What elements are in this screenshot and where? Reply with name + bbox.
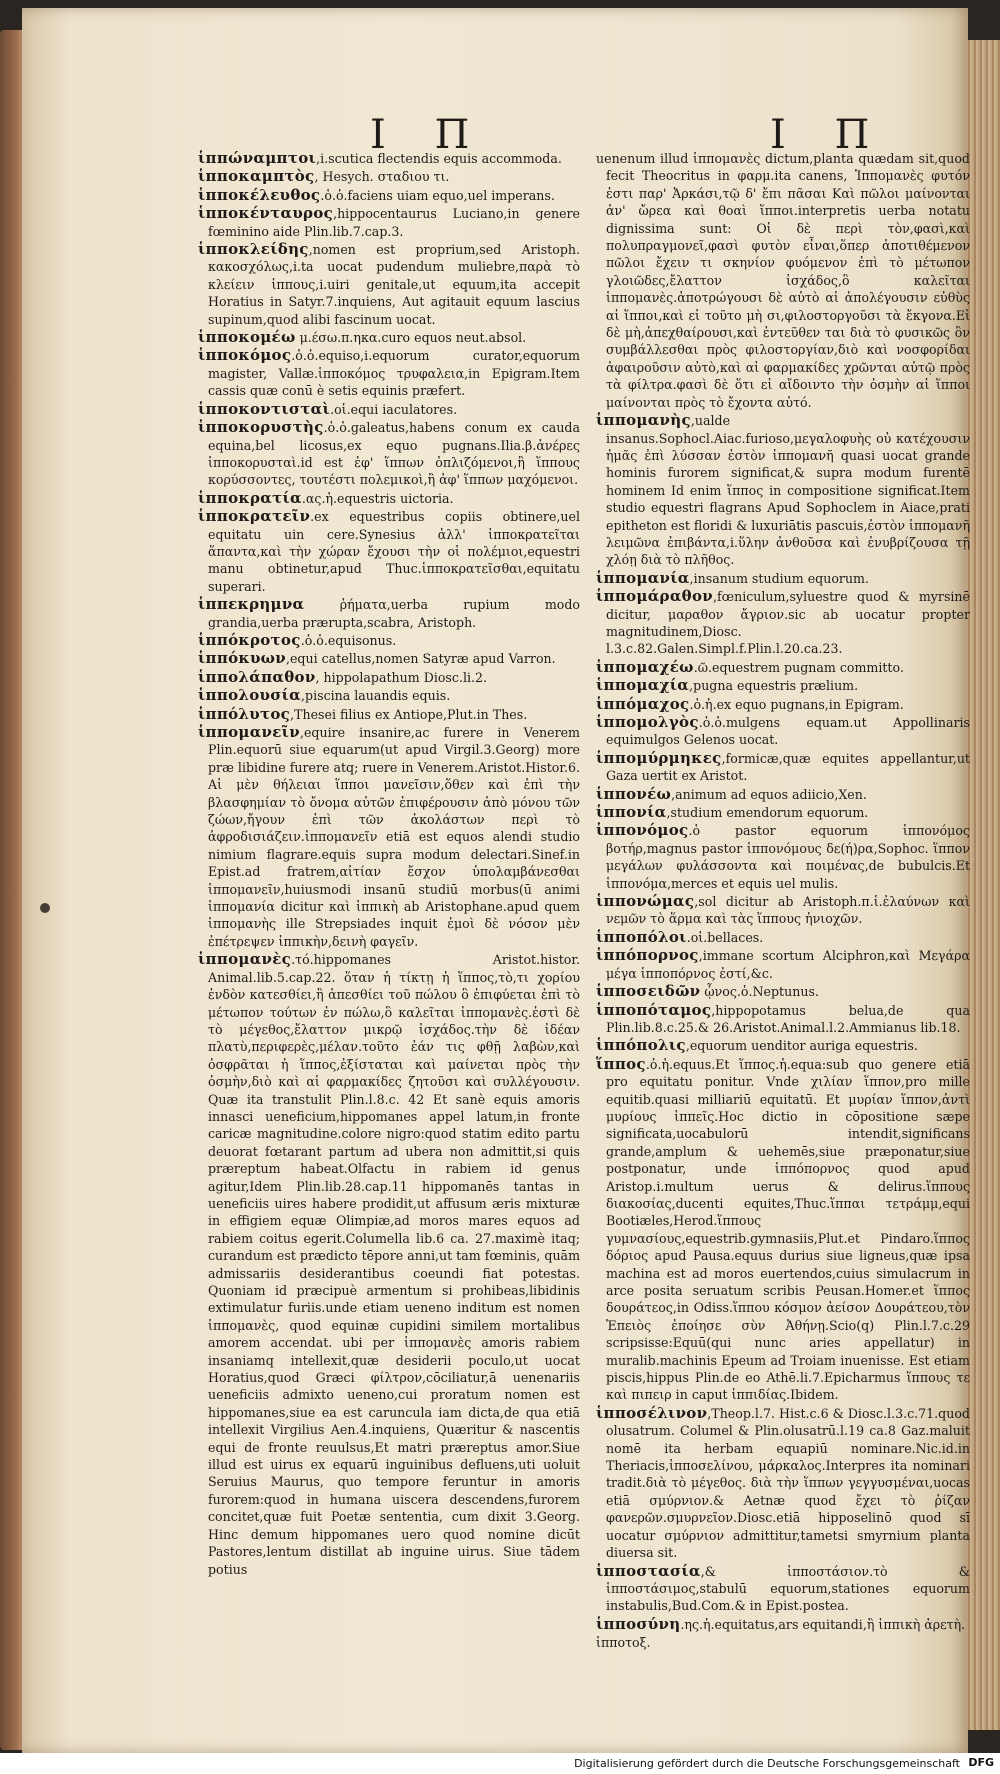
dictionary-entry bbox=[198, 150, 580, 167]
entry-definition: ,i.scutica flectendis equis accommoda. bbox=[316, 151, 562, 166]
entry-headword: ἱππόκυων bbox=[198, 649, 286, 668]
entry-definition: ῥήματα,uerba rupium modo grandia,uerba prærupta,scabra, Aristoph. bbox=[208, 597, 580, 630]
entry-definition: ,ualde insanus.Sophocl.Aiac.furioso,μεγαλοφυὴς οὐ κατέχουσιν ἡμᾶς ἐπὶ λύσσαν ἐστὸν ἱππομανῆ quasi uocat grande hominis furorem significat,& supra modum furentē hominem Id enim ἵππος in compositione significat.Item studio equestri flagrans Apud Sophoclem in Aiace,prati epitheton est floridi & luxuriātis pascuis,ἐστὸν ἱππομανῆ λειμῶνα ἐπιβάντα,i.ὕλην ἀνθοῦσα καὶ ἐνυβρίζουσα τῇ χλόῃ διὰ τὸ πλῆθος. bbox=[606, 413, 970, 568]
entry-definition: , hippolapathum Diosc.li.2. bbox=[315, 669, 488, 685]
entry-headword: ἱπποκομέω bbox=[198, 328, 296, 347]
dictionary-entry bbox=[596, 929, 970, 946]
entry-definition: ,Thesei filius ex Antiope,Plut.in Thes. bbox=[290, 706, 528, 722]
footer-credit: Digitalisierung gefördert durch die Deutsche Forschungsgemeinschaft bbox=[574, 1757, 960, 1770]
entry-headword: ἱππόκροτος bbox=[198, 630, 301, 649]
entry-headword: ἱππομαχέω bbox=[596, 657, 694, 676]
entry-headword: ἱππονόμος bbox=[596, 821, 689, 840]
entry-headword: ἱππολουσία bbox=[198, 686, 302, 705]
page-header-right: I Π bbox=[770, 112, 888, 158]
entry-definition: ,hippocentaurus Luciano,in genere fœminino aide Plin.lib.7.cap.3. bbox=[208, 206, 580, 239]
entry-headword: ἱπποκρατεῖν bbox=[198, 507, 311, 526]
entry-definition: ἱπποτοξ. bbox=[596, 1635, 651, 1651]
right-text-column bbox=[596, 150, 970, 1653]
entry-headword: ἱπποκόμος bbox=[198, 346, 292, 365]
entry-definition: μ.έσω.π.ηκα.curo equos neut.absol. bbox=[295, 330, 527, 346]
entry-headword: ἱππομανὲς bbox=[198, 950, 292, 969]
dictionary-entry bbox=[198, 329, 580, 346]
entry-headword: ἱππονέω bbox=[596, 784, 672, 803]
entry-definition: .ὁ.ὁ.equiso,i.equorum curator,equorum magister, Vallæ.ἱπποκόμος τρυφαλεια,in Epigram.Item cassis quæ conū è setis equinis præfert. bbox=[208, 348, 580, 399]
dictionary-entry bbox=[198, 596, 580, 631]
entry-definition: ,studium emendorum equorum. bbox=[666, 805, 869, 821]
entry-definition: ,equi catellus,nomen Satyræ apud Varron. bbox=[285, 651, 556, 667]
dictionary-entry bbox=[596, 677, 970, 694]
dictionary-entry bbox=[596, 659, 970, 676]
entry-definition: ,& ἱπποστάσιον.τὸ & ἱπποστάσιμος,stabulū equorum,stationes equorum instabulis,Bud.Com.& in Epist.postea. bbox=[606, 1563, 970, 1614]
entry-definition: .ex equestribus copiis obtinere,uel equitatu uin cere.Synesius ἀλλ' ἱπποκρατεῖται ἅπαντα,καὶ τὴν χώραν ἔχουσι τὴν οἱ πολέμιοι,equestri manu obtinetur,apud Thuc.ἱπποκρατεῖσθαι,equitatu superari. bbox=[208, 509, 580, 594]
dictionary-entry bbox=[596, 983, 970, 1000]
entry-definition: ,equire insanire,ac furere in Venerem Plin.equorū siue equarum(ut apud Virgil.3.Georg) more præ libidine furere atq; ruere in Venerem.Aristot.Histor.6. Αἱ μὲν θήλειαι ἵπποι μανεῖσιν,ὅθεν καὶ ἐπὶ τὴν βλασφημίαν τὸ ὄνομα αὐτῶν ἐπιφέρουσιν ἀπὸ μόνου τῶν ζώων,ἤγουν ἐπὶ τῶν ἀκολάστων περὶ τὸ ἀφροδισιάζειν.ἱππομανεῖν etiā est equos alendi studio nimium flagrare.equis supra modum delectari.Sinef.in Epist.ad fratrem,αἰτίαν ἔσχον ὑπολαμβάνεσθαι ἱππομανεῖν,huiusmodi insanū studiū morbus(ū animi ἱππομανία dicitur καὶ ἱππικὴ ab Aristophane.apud quem ἱππομανὴς ille Strepsiades inquit ἐμοὶ δὲ νόσον μὲν ἐπέτρεψεν ἱππικὴν,δεινὴ φαγεῖν. bbox=[208, 725, 580, 949]
entry-definition: uenenum illud ἱππομανὲς dictum,planta quædam sit,quod fecit Theocritus in φαρμ.ita canens, Ἱππομανὲς φυτόν ἐστι παρ' Ἀρκάσι,τῷ δ' ἔπι πᾶσαι Καὶ πῶλοι μαίνονται ἀν' ὤρεα καὶ θοαὶ ἵπποι.interpretis uerba notatu dignissima sunt: Οἱ δὲ περὶ τὸν,φασὶ,καὶ πολυπραγμονεῖ,φασὶ φυτὸν εἶναι,ὅπερ ἀποτιθέμενον πῶλοι ἔχειν τι σκηνίον φυόμενον ἐπὶ τὸ μέτωπον γλοιῶδες,ἔλαττον ἰσχάδος,ὃ καλεῖται ἱππομανὲς.ἀποτρώγουσι δὲ αὐτὸ αἱ ἀπολέγουσιν εὐθὺς αἱ ἵπποι,καὶ εἰ τοῦτο μὴ σι,φιλοστοργοῦσι τὰ ἔκγονα.Εἰ δὲ μὴ,ἀπεχθαίρουσι,καὶ ἐντεῦθεν ται διὰ τὸ φυσικῶς ὂν συμβάλλεσθαι πρὸς φιλοστοργίαν,διὸ καὶ νοσφορίδαι ἀφαιροῦσιν αὐτὸ,καὶ αἱ φαρμακίδες χρῶνται αὐτῷ πρὸς τὰ φίλτρα.φασὶ δὲ ὅτι εἰ αἴδοιντο τὴν ὀσμὴν αἱ ἵπποι μαίνονται πρὸς τὸ ἔχοντα αὐτό. bbox=[596, 151, 970, 410]
dictionary-entry bbox=[596, 1634, 970, 1651]
dictionary-entry bbox=[596, 786, 970, 803]
dictionary-entry bbox=[596, 150, 970, 411]
entry-headword: ἱπποκέλευθος bbox=[198, 185, 321, 204]
entry-headword: ἱππονώμας bbox=[596, 892, 695, 911]
entry-headword: ἱππολάπαθον bbox=[198, 667, 316, 686]
entry-definition: .ὁ.ἡ.equus.Et ἵππος.ἡ.equa:sub quo genere etiā pro equitatu ponitur. Vnde χιλίαν ἵππον,pro mille equitib.quasi milliariū equitatū. Et μυρίαν ἵππον,ἀντὶ μυρίους ἱππεῖς.Hoc dictio in cōpositione sæpe significata,uocabulorū intendit,significans grande,amplum & uehemēs,siue præponatur,siue postponatur, unde ἱππόπορνος quod apud Aristop.i.multum uerus & delirus.ἵππους διακοσίας,ducenti equites,Thuc.ἵππαι τετράμμ,equi Bootiæles,Herod.ἵππους γυμνασίους,equestrib.gymnasiis,Plut.et Pindaro.ἵππος δόριος apud Pausa.equus durius siue ligneus,quæ ipsa machina est ad moros euertendos,cuius simulacrum in arce posita seruatum scribis Peusan.Homer.et ἵππος δουράτεος,in Odiss.ἵππου κόσμον ἀείσον Δουράτεου,τὸν Ἐπειὸς ἐποίησε σὺν Ἀθήνῃ.Scio(q) Plin.l.7.c.29 scripsisse:Equū(qui nunc aries appellatur) in muralib.machinis Epeum ad Troiam inuenisse. Est etiam piscis,hippus Plin.de eo Athē.li.7.Epicharmus ἵππους τε καὶ πιπειρ in caput ἱππιδίας.Ibidem. bbox=[606, 1056, 970, 1403]
entry-definition: ,piscina lauandis equis. bbox=[301, 688, 451, 704]
digitization-footer bbox=[0, 1753, 1000, 1774]
entry-definition: , Hesych. σταδιου τι. bbox=[314, 169, 450, 185]
dictionary-entry bbox=[596, 412, 970, 569]
entry-definition: .ὁ.ἡ.ex equo pugnans,in Epigram. bbox=[689, 696, 904, 712]
entry-headword: ἱπποκαμπτὸς bbox=[198, 167, 315, 186]
dictionary-entry bbox=[596, 714, 970, 749]
dictionary-entry bbox=[198, 241, 580, 328]
entry-definition: ,Theop.l.7. Hist.c.6 & Diosc.l.3.c.71.quod olusatrum. Columel & Plin.olusatrū.l.19 ca.8 Gaz.maluit nomē ita herbam equapiū nominare.Nic.id.in Theriacis,ἱπποσελίνου, μάρκαλος.Interpres ita nominari tradit.διὰ τὸ μέγεθος. διὰ τὴν ἵππων γεγγυσμέναι,uocas etiā σμύρνιον.& Aetnæ quod ἔχει τὸ ῥίζαν φανερῶν.σμυρνεῖον.Diosc.etiā hipposelinō quod sī uocatur σμύρνιον admittitur,tametsi smyrnium planta diuersa sit. bbox=[606, 1405, 970, 1561]
entry-definition: .τό.hippomanes Aristot.histor. Animal.lib.5.cap.22. ὅταν ἡ τίκτῃ ἡ ἵππος,τὸ,τι χορίου ἐνδὸν κατεσθίει,ἢ ἀπεσθίει τοῦ πώλου ὃ ἐπιφύεται ἐπὶ τὸ μέτωπον τούτων ἐν πώλω,ὃ καλεῖται ἱππομανὲς.ἐστὶ δὲ τὸ μέγεθος,ἔλαττον μικρῷ ἰσχάδος.τὴν δὲ ἰδέαν πλατὺ,περιφερὲς,μέλαν.τοῦτο ἐάν τις φθῇ λαβὼν,καὶ ὀσφρᾶται ἡ ἵππος,ἐξίσταται καὶ μαίνεται πρὸς τὴν ὀσμὴν,διὸ καὶ αἱ φαρμακίδες ζητοῦσι καὶ συλλέγουσιν. Quæ ita transtulit Plin.l.8.c. 42 Et sanè equis amoris innasci ueneficium,hippomanes appel latum,in fronte caricæ magnitudine.colore nigro:quod statim edito partu deuorat fœtarant partum ad ubera non admittit,si quis præreptum habeat.Olfactu in rabiem id genus agitur,Idem Plin.lib.28.cap.11 hippomanēs tantas in ueneficiis uires habere prodidit,ut affusum æris mixturæ in effigiem equæ Olimpiæ,ad moros mares equos ad rabiem coitus egerit.Columella lib.6 ca. 27.maximè itaq; curandum est prædicto tēpore anni,ut tam fœminis, quām admissariis desiderantibus coeundi fiat potestas. Quoniam id præcipuè armentum si prohibeas,libidinis extimulatur furiis.unde etiam ueneno inditum est nomen ἱππομανὲς, quod equinæ cupidini similem mortalibus amorem accendat. ubi per ἱππομανὲς amoris rabiem insaniamq intellexit,quæ desiderii poculo,ut uocat Horatius,quod Græci φίλτρον,cōciliatur,ā uenenariis ueneficiis admixto ueneno,cui proratum nomen est hippomanes,siue ea est caruncula iam dicta,de qua etiā intellexit Virgilius Aen.4.inquiens, Quæritur & nascentis equi de fronte reuulsus,Et matri præreptus amor.Siue illud est uirus ex equarū inguinibus defluens,uti uoluit Seruius Maurus, quo tempore feruntur in amoris furorem:quod in humana uiscera descendens,furorem concitet,quæ fuit Poetæ sententia, cum dixit 3.Georg. Hinc demum hippomanes uero quod nomine dicūt Pastores,lentum distillat ab inguine uirus. Siue tādem potius bbox=[208, 952, 581, 1577]
dictionary-entry bbox=[596, 947, 970, 982]
dictionary-entry bbox=[198, 706, 580, 723]
entry-headword: ἱππονία bbox=[596, 803, 667, 822]
dictionary-entry bbox=[596, 1405, 970, 1562]
dictionary-entry bbox=[198, 419, 580, 489]
entry-headword: ἱπποκορυστὴς bbox=[198, 418, 324, 437]
dictionary-entry bbox=[198, 168, 580, 185]
entry-definition: .ὁ pastor equorum ἱππονόμος βοτήρ,magnus pastor ἱππονόμους δε(ή)ρα,Sophoc. ἵππον μεγάλων φυλάσσοντα καὶ ποιμένας,de bubulcis.Et ἱππονόμα,merces et equis uel mulis. bbox=[606, 823, 970, 891]
entry-definition: ,nomen est proprium,sed Aristoph. κακοσχόλως,i.ta uocat pudendum muliebre,παρὰ τὸ κλείειν ἱππους,i.uiri genitale,ut equum,ita accepit Horatius in Satyr.7.inquiens, Aut agitauit equum lascius supinum,quod alibi fascinum uocat. bbox=[208, 242, 580, 327]
dictionary-entry bbox=[596, 822, 970, 892]
dictionary-entry bbox=[596, 1037, 970, 1054]
dfg-logo: DFG bbox=[968, 1756, 994, 1769]
dictionary-entry bbox=[596, 1056, 970, 1404]
dictionary-entry bbox=[198, 508, 580, 595]
entry-headword: ἱππώναμπτοι bbox=[198, 149, 317, 167]
dictionary-entry bbox=[596, 696, 970, 713]
entry-definition: ,insanum studium equorum. bbox=[689, 570, 870, 586]
entry-headword: ἱππομάραθον bbox=[596, 587, 713, 606]
dictionary-entry bbox=[198, 724, 580, 950]
dictionary-entry bbox=[198, 187, 580, 204]
dictionary-entry bbox=[198, 650, 580, 667]
dictionary-entry bbox=[198, 205, 580, 240]
dictionary-entry bbox=[596, 750, 970, 785]
dictionary-entry bbox=[596, 804, 970, 821]
dictionary-entry bbox=[198, 347, 580, 399]
entry-definition: ,equorum uenditor auriga equestris. bbox=[685, 1038, 918, 1054]
entry-definition: ,pugna equestris prælium. bbox=[689, 678, 859, 694]
entry-headword: ἱπποπόλοι bbox=[596, 927, 687, 946]
entry-headword: ἱππόλυτος bbox=[198, 704, 291, 723]
dictionary-entry bbox=[596, 1616, 970, 1633]
dictionary-entry bbox=[596, 893, 970, 928]
dictionary-entry bbox=[198, 669, 580, 686]
entry-headword: ἱπποκλείδης bbox=[198, 240, 309, 259]
entry-headword: ἱπποπόταμος bbox=[596, 1000, 712, 1019]
entry-headword: ἱππομανεῖν bbox=[198, 723, 300, 741]
entry-definition: ᾦνος.ὁ.Neptunus. bbox=[700, 984, 819, 1000]
entry-definition: .ὁ.ὁ.faciens uiam equo,uel imperans. bbox=[320, 187, 555, 203]
left-text-column bbox=[198, 150, 580, 1579]
entry-definition: ,immane scortum Alciphron,καὶ Μεγάρα μέγα ἱπποπόρνος ἐστί,&c. bbox=[606, 948, 970, 981]
entry-headword: ἱπποκένταυρος bbox=[198, 204, 334, 223]
entry-headword: ἱπποσύνη bbox=[596, 1614, 681, 1633]
book-edge-right bbox=[966, 40, 1000, 1730]
dictionary-entry bbox=[596, 1563, 970, 1615]
dictionary-entry bbox=[596, 588, 970, 658]
entry-definition: ,fœniculum,syluestre quod & myrsinē dicitur, μαραθον ἄγριον.sic ab uocatur propter magnitudinem,Diosc. l.3.c.82.Galen.Simpl.f.Plin.l.20.ca.23. bbox=[606, 589, 970, 657]
entry-definition: ,animum ad equos adiicio,Xen. bbox=[671, 786, 867, 802]
entry-headword: ἱπποστασία bbox=[596, 1561, 701, 1580]
entry-definition: ,sol dicitur ab Aristoph.π.ἱ.ἐλαύνων καὶ νεμῶν τὸ ἅρμα καὶ τὰς ἵππους ἡνιοχῶν. bbox=[606, 894, 970, 927]
entry-headword: ἱππεκρημνα bbox=[198, 595, 305, 614]
entry-headword: ἵππος bbox=[596, 1054, 646, 1073]
dictionary-entry bbox=[596, 570, 970, 587]
dictionary-entry bbox=[198, 632, 580, 649]
entry-headword: ἱππόπορνος bbox=[596, 946, 699, 965]
entry-definition: .ῶ.equestrem pugnam committo. bbox=[693, 659, 904, 675]
entry-definition: .ὁ.ὁ.equisonus. bbox=[300, 632, 397, 648]
entry-headword: ἱππόπολις bbox=[596, 1036, 686, 1055]
margin-mark bbox=[40, 903, 50, 913]
dictionary-entry bbox=[198, 490, 580, 507]
entry-definition: .ὁ.ὁ.mulgens equam.ut Appollinaris equimulgos Gelenos uocat. bbox=[606, 715, 970, 748]
entry-definition: .ὁ.ὁ.galeatus,habens conum ex cauda equina,bel licosus,ex equo pugnans.Ilia.β.ἀνέρες ἱπποκορυσταὶ.id est ἐφ' ἵππων ὁπλιζόμενοι,ἢ ἵππους κορύσσοντες, τουτέστι πολεμικοὶ,ἢ ἀφ' ἵππων μαχόμενοι. bbox=[208, 420, 580, 488]
entry-headword: ἱπποκρατία bbox=[198, 488, 302, 507]
entry-definition: ,hippopotamus belua,de qua Plin.lib.8.c.25.& 26.Aristot.Animal.l.2.Ammianus lib.18. bbox=[606, 1002, 970, 1035]
entry-definition: .οἱ.bellaces. bbox=[686, 929, 764, 945]
entry-headword: ἱππομύρμηκες bbox=[596, 748, 722, 767]
page-header-left: I Π bbox=[370, 112, 488, 158]
entry-headword: ἱππομανία bbox=[596, 568, 690, 587]
entry-headword: ἱππομανὴς bbox=[596, 411, 691, 430]
entry-headword: ἱππομολγὸς bbox=[596, 713, 699, 731]
entry-definition: .ης.ἡ.equitatus,ars equitandi,ἢ ἱππικὴ ἀρετὴ. bbox=[680, 1616, 966, 1632]
entry-definition: .ας.ἡ.equestris uictoria. bbox=[301, 490, 454, 506]
entry-headword: ἱπποσέλινον bbox=[596, 1403, 708, 1422]
entry-headword: ἱπποσειδῶν bbox=[596, 982, 701, 1001]
dictionary-entry bbox=[198, 401, 580, 418]
entry-definition: ,formicæ,quæ equites appellantur,ut Gaza uertit ex Aristot. bbox=[606, 750, 970, 784]
dictionary-entry bbox=[198, 687, 580, 704]
entry-definition: .οἱ.equi iaculatores. bbox=[330, 401, 458, 417]
entry-headword: ἱππόμαχος bbox=[596, 694, 690, 713]
entry-headword: ἱππομαχία bbox=[596, 676, 690, 695]
entry-headword: ἱπποκοντισταὶ bbox=[198, 399, 331, 418]
dictionary-entry bbox=[596, 1002, 970, 1037]
dictionary-entry bbox=[198, 951, 580, 1578]
